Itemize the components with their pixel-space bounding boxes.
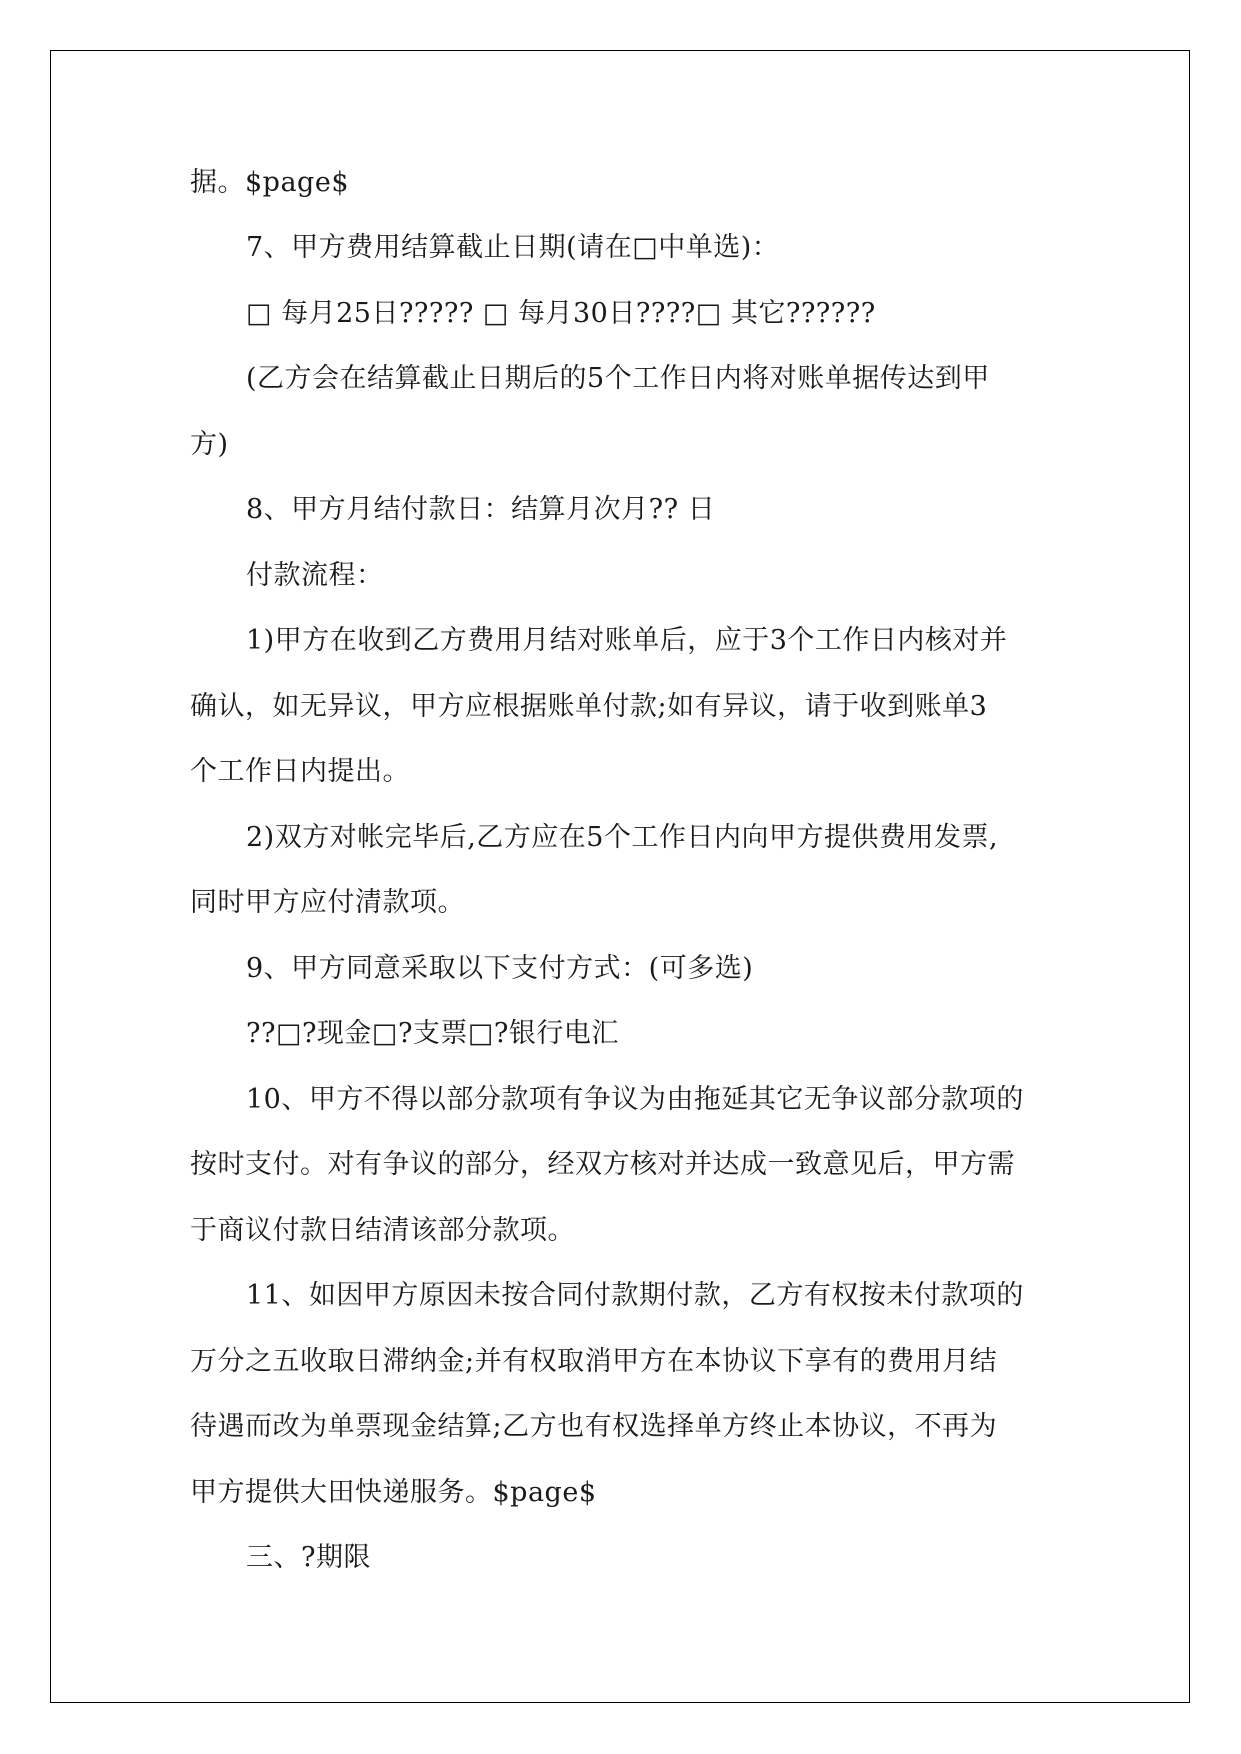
- text-line: 11、如因甲方原因未按合同付款期付款，乙方有权按未付款项的: [246, 1280, 1024, 1311]
- text-line: 据。$page$: [190, 167, 349, 198]
- text-line: 甲方提供大田快递服务。$page$: [190, 1477, 597, 1508]
- text-line: (乙方会在结算截止日期后的5个工作日内将对账单据传达到甲: [246, 363, 990, 394]
- text-line: 付款流程：: [246, 560, 384, 591]
- text-line: ??□?现金□?支票□?银行电汇: [246, 1018, 619, 1049]
- text-line: 同时甲方应付清款项。: [190, 887, 465, 918]
- text-line: 方): [190, 429, 229, 460]
- text-line: 8、甲方月结付款日：结算月次月?? 日: [246, 494, 716, 525]
- text-line: 1)甲方在收到乙方费用月结对账单后，应于3个工作日内核对并: [246, 625, 1008, 656]
- text-line: □ 每月25日????? □ 每月30日????□ 其它??????: [246, 298, 876, 329]
- text-line: 三、?期限: [246, 1542, 371, 1573]
- text-line: 个工作日内提出。: [190, 756, 410, 787]
- text-line: 待遇而改为单票现金结算;乙方也有权选择单方终止本协议，不再为: [190, 1411, 998, 1442]
- text-line: 9、甲方同意采取以下支付方式：(可多选): [246, 953, 754, 984]
- text-line: 确认，如无异议，甲方应根据账单付款;如有异议，请于收到账单3: [190, 691, 988, 722]
- text-line: 7、甲方费用结算截止日期(请在□中单选)：: [246, 232, 780, 263]
- text-line: 万分之五收取日滞纳金;并有权取消甲方在本协议下享有的费用月结: [190, 1346, 998, 1377]
- text-line: 10、甲方不得以部分款项有争议为由拖延其它无争议部分款项的: [246, 1084, 1024, 1115]
- text-line: 按时支付。对有争议的部分，经双方核对并达成一致意见后，甲方需: [190, 1149, 1015, 1180]
- text-line: 于商议付款日结清该部分款项。: [190, 1215, 575, 1246]
- text-line: 2)双方对帐完毕后,乙方应在5个工作日内向甲方提供费用发票,: [246, 822, 999, 853]
